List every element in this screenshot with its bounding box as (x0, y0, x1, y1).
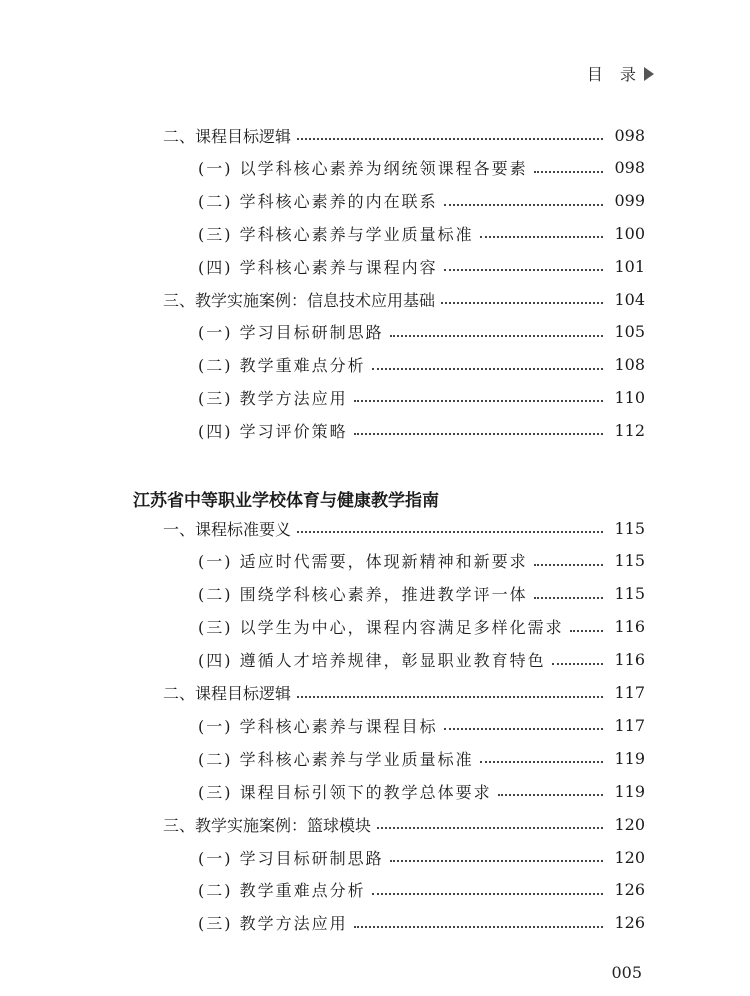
toc-entry-page: 112 (614, 420, 645, 440)
toc-subsection-entry (0, 220, 750, 246)
toc-dot-leader (444, 728, 603, 730)
toc-subsection-entry (0, 319, 750, 345)
toc-entry-label: (三) 教学方法应用 (198, 914, 348, 934)
toc-entry-label: 一、课程标准要义 (163, 519, 292, 539)
toc-entry-page: 126 (614, 880, 645, 900)
toc-entry-label: (三) 以学生为中心，课程内容满足多样化需求 (198, 618, 564, 638)
toc-subsection-entry (0, 188, 750, 214)
toc-section-entry (0, 811, 750, 837)
toc-subsection-entry (0, 417, 750, 443)
toc-entry-page: 098 (614, 125, 645, 145)
toc-entry-label: 三、教学实施案例：篮球模块 (163, 815, 372, 835)
toc-entry-label: (二) 教学重难点分析 (198, 356, 366, 376)
toc-entry-label: (一) 学科核心素养与课程目标 (198, 716, 438, 736)
toc-entry-page: 108 (614, 355, 645, 375)
toc-entry-label: (四) 学科核心素养与课程内容 (198, 257, 438, 277)
toc-entry-page: 115 (614, 518, 645, 538)
toc-entry-label: (二) 围绕学科核心素养，推进教学评一体 (198, 585, 528, 605)
toc-dot-leader (390, 860, 603, 862)
toc-entry-label: (二) 学科核心素养的内在联系 (198, 192, 438, 212)
toc-dot-leader (297, 531, 603, 533)
toc-dot-leader (297, 696, 603, 698)
toc-subsection-entry (0, 548, 750, 574)
toc-entry-page: 098 (614, 158, 645, 178)
toc-subsection-entry (0, 910, 750, 936)
toc-dot-leader (354, 926, 603, 928)
toc-entry-label: (二) 教学重难点分析 (198, 881, 366, 901)
toc-subsection-entry (0, 745, 750, 771)
toc-section-entry (0, 122, 750, 148)
toc-entry-label: (一) 以学科核心素养为纲统领课程各要素 (198, 159, 528, 179)
toc-subsection-entry (0, 778, 750, 804)
toc-dot-leader (570, 630, 603, 632)
toc-entry-label: (一) 学习目标研制思路 (198, 848, 384, 868)
toc-entry-page: 110 (614, 387, 645, 407)
toc-entry-page: 120 (614, 847, 645, 867)
toc-entry-page: 115 (614, 584, 645, 604)
toc-subsection-entry (0, 384, 750, 410)
toc-entry-label: (二) 学科核心素养与学业质量标准 (198, 749, 474, 769)
toc-dot-leader (534, 597, 603, 599)
toc-entry-page: 104 (614, 289, 645, 309)
toc-section-entry (0, 515, 750, 541)
toc-subsection-entry (0, 647, 750, 673)
toc-subsection-entry (0, 253, 750, 279)
toc-entry-page: 116 (614, 617, 645, 637)
toc-entry-page: 099 (614, 191, 645, 211)
toc-entry-page: 117 (614, 683, 645, 702)
toc-dot-leader (552, 663, 603, 665)
toc-subsection-entry (0, 844, 750, 870)
toc-entry-label: (一) 学习目标研制思路 (198, 323, 384, 343)
toc-dot-leader (354, 400, 603, 402)
toc-entry-page: 117 (614, 715, 645, 735)
toc-dot-leader (372, 893, 603, 895)
toc-subsection-entry (0, 712, 750, 738)
toc-dot-leader (444, 269, 603, 271)
toc-entry-label: 二、课程目标逻辑 (163, 684, 292, 703)
toc-entry-page: 116 (614, 650, 645, 670)
toc-entry-page: 126 (614, 913, 645, 933)
toc-entry-page: 105 (614, 322, 645, 342)
toc-dot-leader (480, 236, 603, 238)
toc-subsection-entry (0, 877, 750, 903)
toc-entry-label: (三) 学科核心素养与学业质量标准 (198, 224, 474, 244)
toc-dot-leader (534, 564, 603, 566)
toc-subsection-entry (0, 581, 750, 607)
toc-subsection-entry (0, 352, 750, 378)
toc-subsection-entry (0, 614, 750, 640)
toc-dot-leader (480, 761, 603, 763)
toc-section-entry (0, 286, 750, 312)
toc-dot-leader (498, 794, 603, 796)
toc-dot-leader (377, 827, 603, 829)
toc-entry-page: 100 (614, 223, 645, 243)
page-number: 005 (611, 963, 642, 982)
guide-title: 江苏省中等职业学校体育与健康教学指南 (133, 491, 439, 511)
toc-section-entry (0, 680, 750, 706)
toc-entry-page: 101 (614, 256, 645, 276)
toc-entry-page: 115 (614, 551, 645, 571)
toc-entry-page: 120 (614, 814, 645, 834)
toc-entry-label: 二、课程目标逻辑 (163, 126, 292, 146)
running-header-label: 目 录 (586, 65, 642, 84)
toc-entry-label: (四) 学习评价策略 (198, 421, 348, 441)
toc-entry-label: 三、教学实施案例：信息技术应用基础 (163, 290, 436, 310)
toc-dot-leader (441, 302, 603, 304)
toc-entry-label: (四) 遵循人才培养规律，彰显职业教育特色 (198, 651, 546, 671)
toc-dot-leader (297, 138, 603, 140)
toc-entry-label: (三) 教学方法应用 (198, 388, 348, 408)
toc-entry-label: (三) 课程目标引领下的教学总体要求 (198, 782, 492, 802)
toc-dot-leader (444, 204, 603, 206)
toc-subsection-entry (0, 155, 750, 181)
toc-entry-page: 119 (614, 781, 645, 801)
toc-dot-leader (372, 368, 603, 370)
toc-entry-page: 119 (614, 748, 645, 768)
toc-dot-leader (354, 433, 603, 435)
toc-dot-leader (534, 171, 603, 173)
toc-dot-leader (390, 335, 603, 337)
toc-entry-label: (一) 适应时代需要，体现新精神和新要求 (198, 552, 528, 572)
